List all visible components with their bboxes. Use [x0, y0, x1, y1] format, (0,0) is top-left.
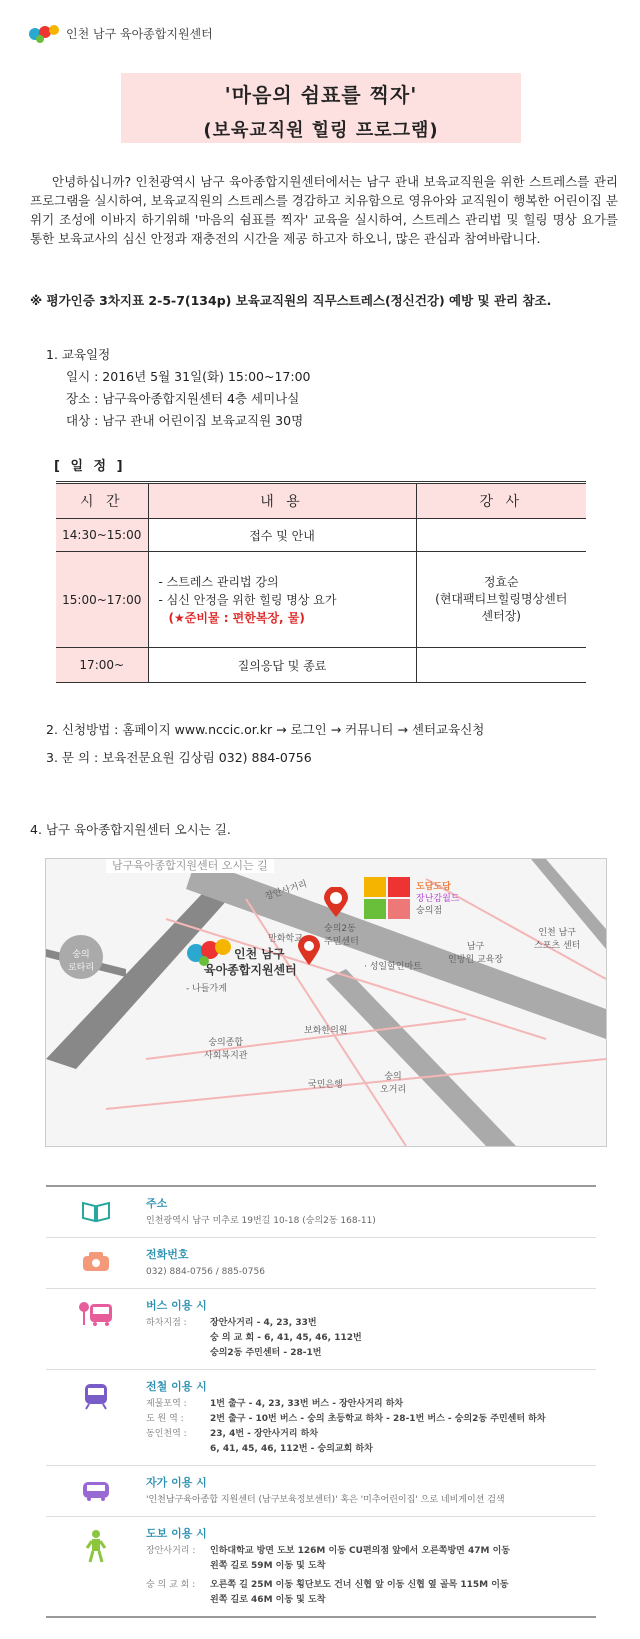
map-label-rotary: 숭의 로타리 — [67, 950, 95, 973]
map-label-dodam3: 숭의점 — [416, 906, 443, 916]
info-line — [146, 1397, 596, 1412]
info-heading: 자가 이용 시 — [146, 1476, 207, 1489]
subway-icon — [83, 1382, 109, 1410]
education-schedule-section — [46, 344, 310, 432]
page-title: '마음의 쉼표를 찍자' — [224, 83, 418, 107]
logo-icon — [28, 22, 60, 44]
instructor-line: (현대팩티브힐링명상센터 — [435, 592, 568, 606]
supplies-note: (★준비물 : 편한복장, 물) — [168, 610, 305, 625]
info-line-label: 동인천역 : — [146, 1429, 187, 1439]
row-instructor — [416, 648, 586, 683]
info-row-phone — [46, 1238, 596, 1289]
contact-info: 3. 문 의 : 보육전문요원 김상림 032) 884-0756 — [46, 750, 312, 765]
map-label-bohwa: 보화한의원 — [304, 1026, 348, 1036]
info-heading: 주소 — [146, 1197, 168, 1210]
map-label-dodam: 도담도담 — [416, 882, 451, 892]
info-line-label: 제물포역 : — [146, 1399, 187, 1409]
info-line: 인천광역시 남구 미추로 19번길 10-18 (숭의2동 168-11) — [146, 1216, 376, 1226]
directions-info — [46, 1185, 596, 1618]
info-line — [146, 1578, 596, 1593]
table-row — [56, 648, 586, 683]
info-line-label: 하차지점 : — [146, 1318, 187, 1328]
info-heading: 전화번호 — [146, 1248, 189, 1261]
phone-icon — [81, 1250, 111, 1272]
info-line — [146, 1544, 596, 1559]
info-line — [146, 1331, 596, 1346]
reference-note: ※ 평가인증 3차지표 2-5-7(134p) 보육교직원의 직무스트레스(정신건강) 예방 및 관리 참조. — [30, 293, 552, 308]
map-pin-icon — [324, 887, 348, 917]
info-line — [146, 1412, 596, 1427]
info-line-text: 오른쪽 길 25M 이동 횡단보도 건너 신협 앞 이동 신협 옆 골목 115M 이동 — [210, 1580, 509, 1590]
apply-method: 2. 신청방법 : 홈페이지 www.nccic.or.kr → 로그인 → 커뮤니티 → 센터교육신청 — [46, 722, 485, 737]
info-line — [146, 1559, 596, 1574]
schedule-table — [56, 481, 586, 683]
section1-heading: 1. 교육일정 — [46, 347, 111, 362]
info-line-text: 숭의2동 주민센터 - 28-1번 — [210, 1348, 322, 1358]
map-label-stadium: 인천 남구 스포츠 센터 — [534, 928, 581, 951]
dodam-logo-icon — [364, 877, 412, 921]
map-label-jangan: 장안사거리 — [263, 879, 309, 903]
header-content: 내 용 — [148, 483, 416, 519]
intro-paragraph — [30, 172, 618, 248]
table-row — [56, 519, 586, 552]
info-heading: 버스 이용 시 — [146, 1299, 207, 1312]
info-heading: 도보 이용 시 — [146, 1527, 207, 1540]
row-time: 17:00~ — [56, 648, 148, 683]
table-row — [56, 552, 586, 648]
row-instructor — [416, 519, 586, 552]
row-time: 14:30~15:00 — [56, 519, 148, 552]
info-heading: 전철 이용 시 — [146, 1380, 207, 1393]
map-label-namgu: 남구 인방원 교육장 — [448, 942, 504, 965]
map-label-center2: 육아종합지원센터 — [204, 963, 297, 977]
instructor-line: 정효순 — [483, 575, 519, 589]
table-header-row — [56, 483, 586, 519]
info-line-text: 6, 41, 45, 46, 112번 - 숭의교회 하차 — [210, 1444, 373, 1454]
info-line — [146, 1346, 596, 1361]
info-line-text: 23, 4번 - 장안사거리 하차 — [210, 1429, 319, 1439]
info-line-text: 장안사거리 - 4, 23, 33번 — [210, 1318, 317, 1328]
info-line — [146, 1442, 596, 1457]
content-line: - 심신 안정을 위한 힐링 명상 요가 — [158, 592, 337, 607]
info-line-text: 1번 출구 - 4, 23, 33번 버스 - 장안사거리 하차 — [210, 1399, 404, 1409]
info-line — [146, 1316, 596, 1331]
map-label-center: 인천 남구 — [234, 947, 285, 961]
info-line-text: 인하대학교 방면 도보 126M 이동 CU편의점 앞에서 오른쪽방면 47M 이동 — [210, 1546, 510, 1556]
map-label-welfare: 숭의종합 사회복지관 — [204, 1038, 248, 1061]
header-logo — [28, 22, 213, 44]
info-line — [146, 1593, 596, 1608]
section1-place: 장소 : 남구육아종합지원센터 4층 세미나실 — [66, 391, 300, 406]
row-content: 질의응답 및 종료 — [148, 648, 416, 683]
car-icon — [81, 1478, 111, 1502]
info-line-text: 왼쪽 길로 59M 이동 및 도착 — [210, 1561, 326, 1571]
info-line-label: 도 원 역 : — [146, 1414, 184, 1424]
info-line-text: 숭 의 교 회 - 6, 41, 45, 46, 112번 — [210, 1333, 362, 1343]
org-name: 인천 남구 육아종합지원센터 — [66, 26, 213, 41]
map-label-nadeul: - 나들가게 — [186, 984, 227, 994]
map-label-seongil: · 성일할인마트 — [364, 962, 422, 972]
map-label-manhwa: 만화학교 — [268, 934, 303, 944]
row-instructor — [416, 552, 586, 648]
map-label-dong: 숭의2동 주민센터 — [324, 924, 359, 947]
walker-icon — [85, 1529, 107, 1563]
map-title: 남구육아종합지원센터 오시는 길 — [106, 858, 274, 873]
book-icon — [81, 1199, 111, 1223]
bus-icon — [78, 1301, 114, 1327]
info-row-address — [46, 1187, 596, 1238]
info-line-text: 2번 출구 - 10번 버스 - 숭의 초등학교 하차 - 28-1번 버스 - 숭의2동 주민센터 하차 — [210, 1414, 546, 1424]
header-instructor: 강 사 — [416, 483, 586, 519]
info-row-car — [46, 1466, 596, 1517]
directions-map — [45, 858, 607, 1147]
map-label-gukmin: 국민은행 — [308, 1080, 343, 1090]
page-subtitle: (보육교직원 힐링 프로그램) — [203, 120, 439, 141]
instructor-line: 센터장) — [481, 609, 521, 623]
map-label-ogeori: 숭의 오거리 — [380, 1072, 407, 1095]
map-label-dodam2: 장난감월드 — [416, 894, 460, 904]
row-content: 접수 및 안내 — [148, 519, 416, 552]
info-line-text: 왼쪽 길로 46M 이동 및 도착 — [210, 1595, 326, 1605]
row-content — [148, 552, 416, 648]
info-line-label: 장안사거리 : — [146, 1546, 196, 1556]
schedule-title: [ 일 정 ] — [54, 459, 126, 474]
apply-contact-section — [46, 716, 484, 772]
section1-date: 일시 : 2016년 5월 31일(화) 15:00~17:00 — [66, 369, 311, 384]
info-row-subway — [46, 1370, 596, 1466]
info-line — [146, 1427, 596, 1442]
title-box — [121, 73, 521, 143]
content-line: - 스트레스 관리법 강의 — [158, 574, 279, 589]
header-time: 시 간 — [56, 483, 148, 519]
section1-target: 대상 : 남구 관내 어린이집 보육교직원 30명 — [66, 413, 304, 428]
intro-text: 안녕하십니까? 인천광역시 남구 육아종합지원센터에서는 남구 관내 보육교직원을 위한 스트레스를 관리 프로그램을 실시하여, 보육교직원의 스트레스를 경감하고 치유함으로 영유아와 교직원이 행복한 어린이집 분위기 조성에 이바지 하기위해 '마음의 쉼표를 찍자' 교육을 실시하여, 스트레스 관리법 및 힐링 명상 요가를 통한 보육교사의 심신 안정과 재충전의 시간을 제공 하고자 하오니, 많은 관심과 참여바랍니다. — [30, 174, 618, 246]
row-time: 15:00~17:00 — [56, 552, 148, 648]
info-line: '인천남구육아종합 지원센터 (남구보육정보센터)' 혹은 '미추어린이집' 으로 네비게이션 검색 — [146, 1495, 505, 1505]
info-row-walk — [46, 1517, 596, 1618]
directions-heading: 4. 남구 육아종합지원센터 오시는 길. — [30, 822, 231, 837]
info-line-label: 숭 의 교 회 : — [146, 1580, 196, 1590]
info-row-bus — [46, 1289, 596, 1370]
info-line: 032) 884-0756 / 885-0756 — [146, 1267, 265, 1277]
